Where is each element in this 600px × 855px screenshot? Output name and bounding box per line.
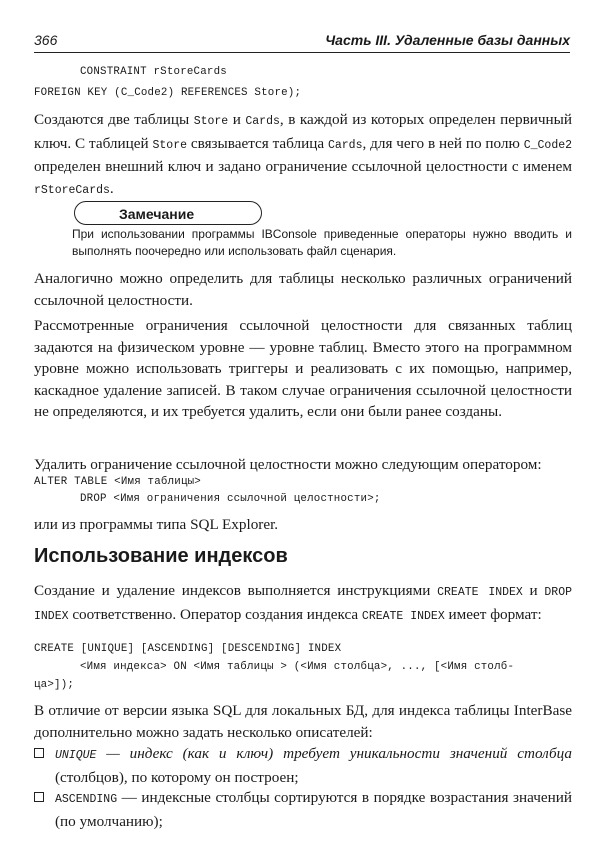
code-line: CREATE [UNIQUE] [ASCENDING] [DESCENDING] INDEX	[34, 643, 342, 655]
code-line: <Имя индекса> ON <Имя таблицы > (<Имя столбца>, ..., [<Имя столб-	[80, 661, 515, 673]
paragraph: Создание и удаление индексов выполняется инструкциями CREATE INDEX и DROP INDEX соответственно. Оператор создания индекса CREATE INDEX имеет формат:	[34, 582, 572, 623]
note-text: При использовании программы IBConsole приведенные операторы нужно вводить и выполнять поочередно или использовать файл сценария.	[72, 227, 572, 258]
paragraph: Рассмотренные ограничения ссылочной целостности для связанных таблиц задаются на физическом уровне — уровне таблиц. Вместо этого на программном уровне можно использовать триггеры и реализовать с их помощью, например, каскадное удаление записей. В таком случае ограничения ссылочной целостности не определяются, и их требуется удалить, если они были ранее созданы.	[34, 317, 572, 420]
list-item: UNIQUE — индекс (как и ключ) требует уникальности значений столбца (столбцов), по которому он построен;	[34, 743, 572, 788]
code-line: ца>]);	[34, 679, 75, 691]
paragraph: В отличие от версии языка SQL для локальных БД, для индекса таблицы InterBase дополнительно можно задать несколько описателей:	[34, 702, 572, 741]
paragraph: Удалить ограничение ссылочной целостности можно следующим оператором:	[34, 456, 542, 473]
checkbox-bullet-icon	[34, 748, 44, 758]
code-line: FOREIGN KEY (C_Code2) REFERENCES Store);	[34, 87, 302, 99]
list-item: ASCENDING — индексные столбцы сортируются в порядке возрастания значений (по умолчанию);	[34, 787, 572, 832]
note-label: Замечание	[74, 201, 262, 225]
section-title: Использование индексов	[34, 545, 288, 567]
code-line: DROP <Имя ограничения ссылочной целостности>;	[80, 493, 381, 505]
checkbox-bullet-icon	[34, 792, 44, 802]
page-number: 366	[34, 32, 58, 48]
running-title: Часть III. Удаленные базы данных	[325, 32, 570, 48]
code-line: CONSTRAINT rStoreCards	[80, 66, 227, 78]
paragraph: Создаются две таблицы Store и Cards, в каждой из которых определен первичный ключ. С таблицей Store связывается таблица Cards, для чего в ней по полю C_Code2 определен внешний ключ и задано ограничение ссылочной целостности с именем rStoreCards.	[34, 111, 573, 197]
code-line: ALTER TABLE <Имя таблицы>	[34, 476, 201, 488]
paragraph: Аналогично можно определить для таблицы несколько различных ограничений ссылочной целостности.	[34, 270, 572, 309]
paragraph: или из программы типа SQL Explorer.	[34, 516, 279, 533]
page-header	[34, 30, 570, 53]
